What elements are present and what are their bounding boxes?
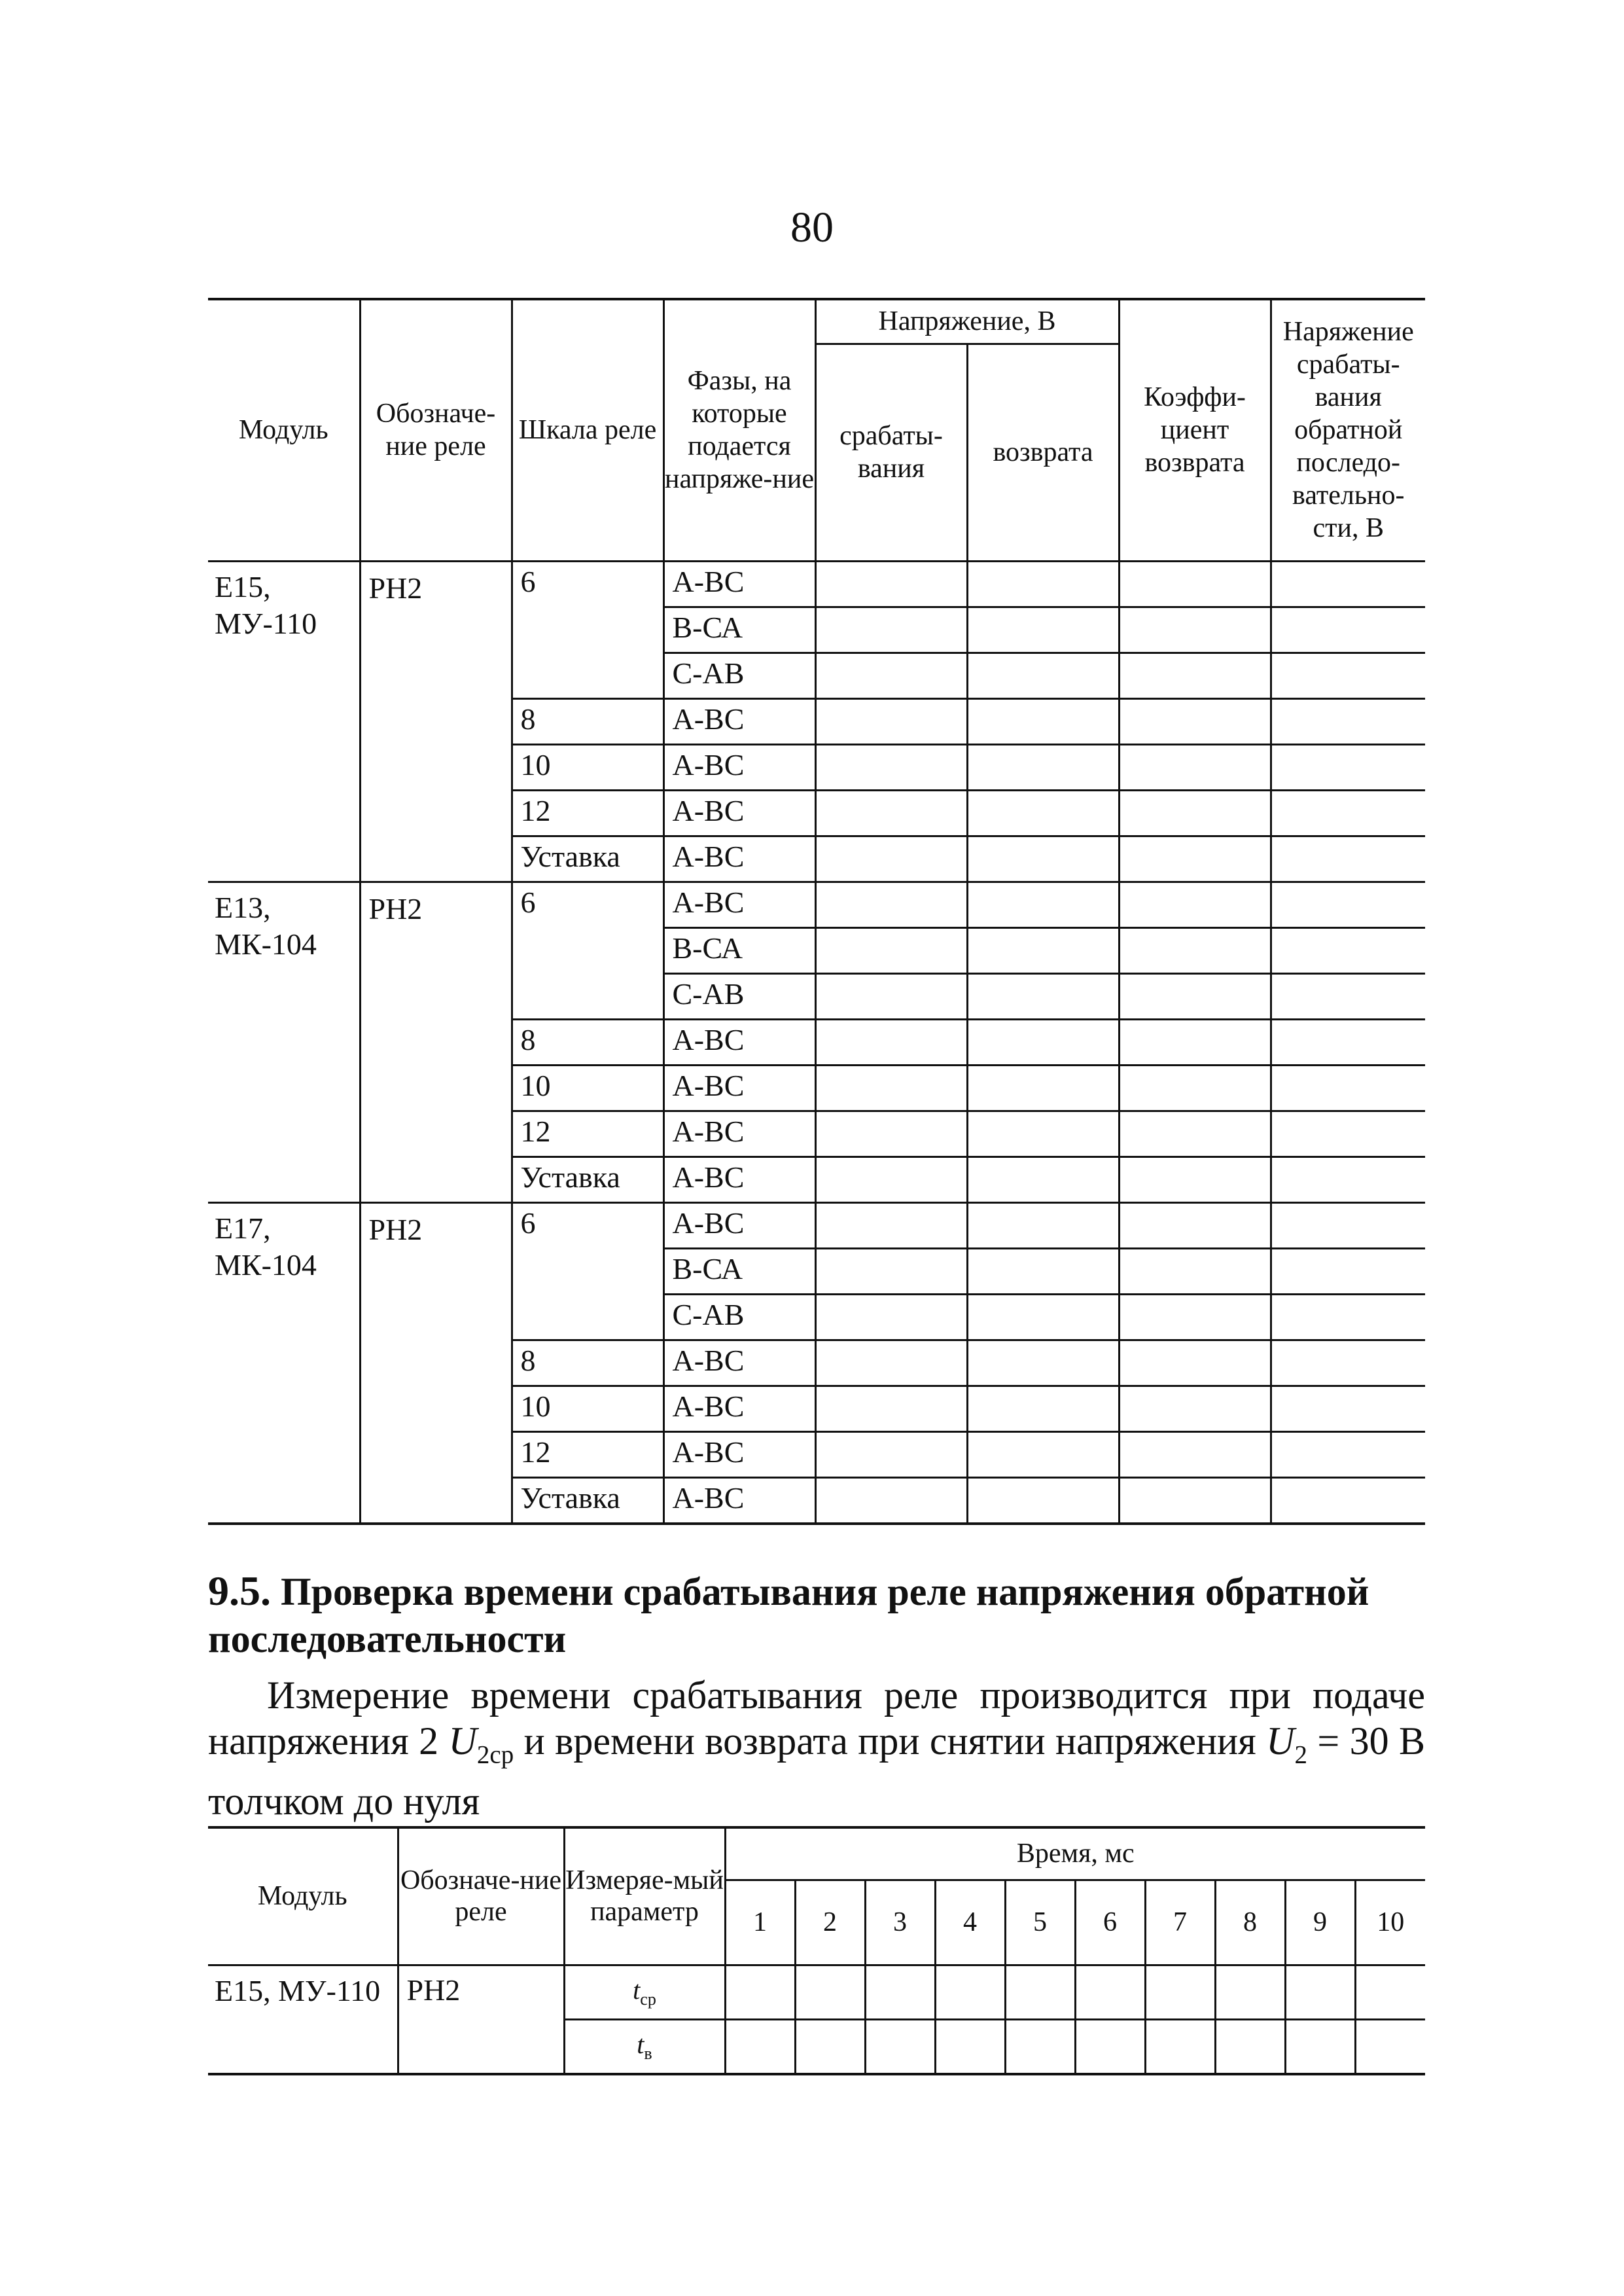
- negative-sequence-cell: [1271, 1157, 1425, 1202]
- negative-sequence-cell: [1271, 1111, 1425, 1157]
- module-cell: Е15, МУ-110: [208, 1965, 398, 2074]
- negative-sequence-cell: [1271, 561, 1425, 607]
- negative-sequence-cell: [1271, 836, 1425, 882]
- time-value-cell: [1285, 2019, 1355, 2074]
- negative-sequence-cell: [1271, 1431, 1425, 1477]
- phase-cell: А-ВС: [663, 1202, 815, 1248]
- parameter-cell: [564, 2019, 725, 2074]
- return-value-cell: [967, 1248, 1119, 1294]
- negative-sequence-cell: [1271, 1202, 1425, 1248]
- time-value-cell: [935, 1965, 1005, 2019]
- phase-cell: С-АВ: [663, 653, 815, 698]
- return-coefficient-cell: [1119, 561, 1271, 607]
- pickup-value-cell: [815, 653, 967, 698]
- scale-cell: 6: [512, 561, 663, 698]
- page-number: 80: [790, 204, 834, 251]
- scale-cell: 6: [512, 882, 663, 1019]
- pickup-value-cell: [815, 1248, 967, 1294]
- scale-cell: Уставка: [512, 1157, 663, 1202]
- return-coefficient-cell: [1119, 607, 1271, 653]
- time-column-6: 6: [1075, 1880, 1145, 1965]
- negative-sequence-cell: [1271, 1386, 1425, 1431]
- return-coefficient-cell: [1119, 653, 1271, 698]
- return-coefficient-cell: [1119, 973, 1271, 1019]
- return-coefficient-cell: [1119, 1202, 1271, 1248]
- relay-voltage-table-body: [208, 561, 1425, 1524]
- parameter-symbol: t: [633, 1975, 641, 2005]
- table-row: [208, 882, 1425, 927]
- return-value-cell: [967, 561, 1119, 607]
- return-value-cell: [967, 1065, 1119, 1111]
- subscript: 2ср: [476, 1740, 514, 1769]
- pickup-value-cell: [815, 1202, 967, 1248]
- time-value-cell: [1215, 1965, 1285, 2019]
- time-value-cell: [725, 2019, 795, 2074]
- return-coefficient-cell: [1119, 1477, 1271, 1524]
- time-column-3: 3: [865, 1880, 935, 1965]
- pickup-value-cell: [815, 698, 967, 744]
- pickup-value-cell: [815, 744, 967, 790]
- return-value-cell: [967, 698, 1119, 744]
- time-value-cell: [865, 1965, 935, 2019]
- return-value-cell: [967, 790, 1119, 836]
- time-column-1: 1: [725, 1880, 795, 1965]
- return-value-cell: [967, 882, 1119, 927]
- return-coefficient-cell: [1119, 1386, 1271, 1431]
- time-value-cell: [1075, 1965, 1145, 2019]
- header-negative-sequence-voltage: Наряжение срабаты-вания обратной последо-вательно-сти, В: [1271, 299, 1425, 561]
- scale-cell: 10: [512, 1386, 663, 1431]
- scale-cell: Уставка: [512, 1477, 663, 1524]
- scale-cell: 8: [512, 1340, 663, 1386]
- pickup-value-cell: [815, 1111, 967, 1157]
- return-value-cell: [967, 1294, 1119, 1340]
- time-column-9: 9: [1285, 1880, 1355, 1965]
- phase-cell: А-ВС: [663, 561, 815, 607]
- pickup-value-cell: [815, 882, 967, 927]
- negative-sequence-cell: [1271, 653, 1425, 698]
- header-return-coefficient: Коэффи-циент возврата: [1119, 299, 1271, 561]
- return-coefficient-cell: [1119, 1340, 1271, 1386]
- time-column-8: 8: [1215, 1880, 1285, 1965]
- return-value-cell: [967, 653, 1119, 698]
- phase-cell: А-ВС: [663, 1386, 815, 1431]
- return-value-cell: [967, 1111, 1119, 1157]
- section-title: Проверка времени срабатывания реле напряжения обратной последовательности: [208, 1570, 1369, 1660]
- return-value-cell: [967, 1157, 1119, 1202]
- return-value-cell: [967, 1019, 1119, 1065]
- return-coefficient-cell: [1119, 1431, 1271, 1477]
- phase-cell: А-ВС: [663, 698, 815, 744]
- module-cell: Е13, МК-104: [208, 882, 360, 1202]
- negative-sequence-cell: [1271, 607, 1425, 653]
- designation-cell: РН2: [360, 1202, 512, 1524]
- pickup-value-cell: [815, 607, 967, 653]
- module-cell: Е17, МК-104: [208, 1202, 360, 1524]
- scale-cell: 12: [512, 1431, 663, 1477]
- negative-sequence-cell: [1271, 973, 1425, 1019]
- return-value-cell: [967, 1340, 1119, 1386]
- scale-cell: 6: [512, 1202, 663, 1340]
- variable-u: U: [1266, 1719, 1295, 1763]
- header-designation: Обозначе-ние реле: [398, 1827, 564, 1965]
- header-module: Модуль: [208, 1827, 398, 1965]
- return-value-cell: [967, 607, 1119, 653]
- phase-cell: А-ВС: [663, 836, 815, 882]
- phase-cell: А-ВС: [663, 1157, 815, 1202]
- negative-sequence-cell: [1271, 1294, 1425, 1340]
- phase-cell: А-ВС: [663, 790, 815, 836]
- parameter-subscript: ср: [640, 1990, 656, 2009]
- phase-cell: А-ВС: [663, 1340, 815, 1386]
- variable-u: U: [448, 1719, 477, 1763]
- phase-cell: А-ВС: [663, 1477, 815, 1524]
- pickup-value-cell: [815, 1431, 967, 1477]
- negative-sequence-cell: [1271, 698, 1425, 744]
- header-return: возврата: [967, 344, 1119, 561]
- relay-time-table-body: [208, 1965, 1425, 2074]
- negative-sequence-cell: [1271, 1248, 1425, 1294]
- phase-cell: С-АВ: [663, 1294, 815, 1340]
- time-column-7: 7: [1145, 1880, 1215, 1965]
- phase-cell: А-ВС: [663, 1065, 815, 1111]
- pickup-value-cell: [815, 1157, 967, 1202]
- pickup-value-cell: [815, 561, 967, 607]
- negative-sequence-cell: [1271, 1477, 1425, 1524]
- return-coefficient-cell: [1119, 1294, 1271, 1340]
- return-value-cell: [967, 1386, 1119, 1431]
- table-row: [208, 1965, 1425, 2019]
- header-module: Модуль: [208, 299, 360, 561]
- return-coefficient-cell: [1119, 1019, 1271, 1065]
- pickup-value-cell: [815, 790, 967, 836]
- section-number: 9.5.: [208, 1568, 271, 1614]
- negative-sequence-cell: [1271, 790, 1425, 836]
- phase-cell: А-ВС: [663, 1431, 815, 1477]
- relay-voltage-table: [208, 298, 1425, 1525]
- designation-cell: РН2: [398, 1965, 564, 2074]
- return-value-cell: [967, 1477, 1119, 1524]
- scale-cell: 8: [512, 698, 663, 744]
- phase-cell: А-ВС: [663, 882, 815, 927]
- return-value-cell: [967, 927, 1119, 973]
- relay-time-table: [208, 1826, 1425, 2075]
- negative-sequence-cell: [1271, 927, 1425, 973]
- header-parameter: Измеряе-мый параметр: [564, 1827, 725, 1965]
- time-value-cell: [1355, 1965, 1425, 2019]
- section-heading: [208, 1568, 1425, 1662]
- phase-cell: В-СА: [663, 1248, 815, 1294]
- time-value-cell: [1355, 2019, 1425, 2074]
- time-column-4: 4: [935, 1880, 1005, 1965]
- time-value-cell: [935, 2019, 1005, 2074]
- scale-cell: 10: [512, 1065, 663, 1111]
- module-cell: Е15, МУ-110: [208, 561, 360, 882]
- header-pickup: срабаты-вания: [815, 344, 967, 561]
- pickup-value-cell: [815, 1065, 967, 1111]
- return-value-cell: [967, 973, 1119, 1019]
- negative-sequence-cell: [1271, 882, 1425, 927]
- parameter-subscript: в: [644, 2044, 652, 2064]
- return-coefficient-cell: [1119, 744, 1271, 790]
- time-value-cell: [1145, 2019, 1215, 2074]
- time-value-cell: [1005, 1965, 1075, 2019]
- table-row: [208, 561, 1425, 607]
- scale-cell: 10: [512, 744, 663, 790]
- return-coefficient-cell: [1119, 790, 1271, 836]
- negative-sequence-cell: [1271, 1065, 1425, 1111]
- return-coefficient-cell: [1119, 1111, 1271, 1157]
- body-text-part: = 30 В толчком до нуля: [208, 1719, 1426, 1823]
- pickup-value-cell: [815, 973, 967, 1019]
- return-coefficient-cell: [1119, 836, 1271, 882]
- header-voltage: Напряжение, В: [815, 299, 1119, 344]
- return-coefficient-cell: [1119, 1065, 1271, 1111]
- return-coefficient-cell: [1119, 1157, 1271, 1202]
- parameter-cell: [564, 1965, 725, 2019]
- phase-cell: А-ВС: [663, 744, 815, 790]
- time-value-cell: [795, 2019, 865, 2074]
- body-text-part: Измерение времени срабатывания реле производится при подаче напряжения 2: [208, 1674, 1425, 1763]
- return-value-cell: [967, 1202, 1119, 1248]
- negative-sequence-cell: [1271, 1019, 1425, 1065]
- phase-cell: В-СА: [663, 927, 815, 973]
- return-value-cell: [967, 744, 1119, 790]
- time-column-10: 10: [1355, 1880, 1425, 1965]
- pickup-value-cell: [815, 927, 967, 973]
- pickup-value-cell: [815, 1019, 967, 1065]
- return-coefficient-cell: [1119, 927, 1271, 973]
- subscript: 2: [1294, 1740, 1307, 1769]
- time-value-cell: [1215, 2019, 1285, 2074]
- return-coefficient-cell: [1119, 698, 1271, 744]
- scale-cell: 12: [512, 790, 663, 836]
- time-value-cell: [795, 1965, 865, 2019]
- phase-cell: С-АВ: [663, 973, 815, 1019]
- section-body-text: [208, 1672, 1425, 1824]
- body-text-part: и времени возврата при снятии напряжения: [514, 1719, 1267, 1763]
- pickup-value-cell: [815, 1477, 967, 1524]
- negative-sequence-cell: [1271, 1340, 1425, 1386]
- return-coefficient-cell: [1119, 882, 1271, 927]
- pickup-value-cell: [815, 836, 967, 882]
- pickup-value-cell: [815, 1386, 967, 1431]
- time-value-cell: [1285, 1965, 1355, 2019]
- negative-sequence-cell: [1271, 744, 1425, 790]
- phase-cell: А-ВС: [663, 1111, 815, 1157]
- return-value-cell: [967, 836, 1119, 882]
- time-value-cell: [725, 1965, 795, 2019]
- pickup-value-cell: [815, 1294, 967, 1340]
- time-value-cell: [1145, 1965, 1215, 2019]
- time-column-5: 5: [1005, 1880, 1075, 1965]
- header-scale: Шкала реле: [512, 299, 663, 561]
- time-value-cell: [865, 2019, 935, 2074]
- scale-cell: 8: [512, 1019, 663, 1065]
- time-value-cell: [1075, 2019, 1145, 2074]
- return-value-cell: [967, 1431, 1119, 1477]
- return-coefficient-cell: [1119, 1248, 1271, 1294]
- designation-cell: РН2: [360, 882, 512, 1202]
- phase-cell: В-СА: [663, 607, 815, 653]
- table-row: [208, 1202, 1425, 1248]
- time-column-2: 2: [795, 1880, 865, 1965]
- parameter-symbol: t: [637, 2029, 644, 2059]
- designation-cell: РН2: [360, 561, 512, 882]
- phase-cell: А-ВС: [663, 1019, 815, 1065]
- header-time: Время, мс: [725, 1827, 1425, 1880]
- pickup-value-cell: [815, 1340, 967, 1386]
- time-value-cell: [1005, 2019, 1075, 2074]
- scale-cell: 12: [512, 1111, 663, 1157]
- scale-cell: Уставка: [512, 836, 663, 882]
- header-designation: Обозначе-ние реле: [360, 299, 512, 561]
- header-phases: Фазы, на которые подается напряже-ние: [663, 299, 815, 561]
